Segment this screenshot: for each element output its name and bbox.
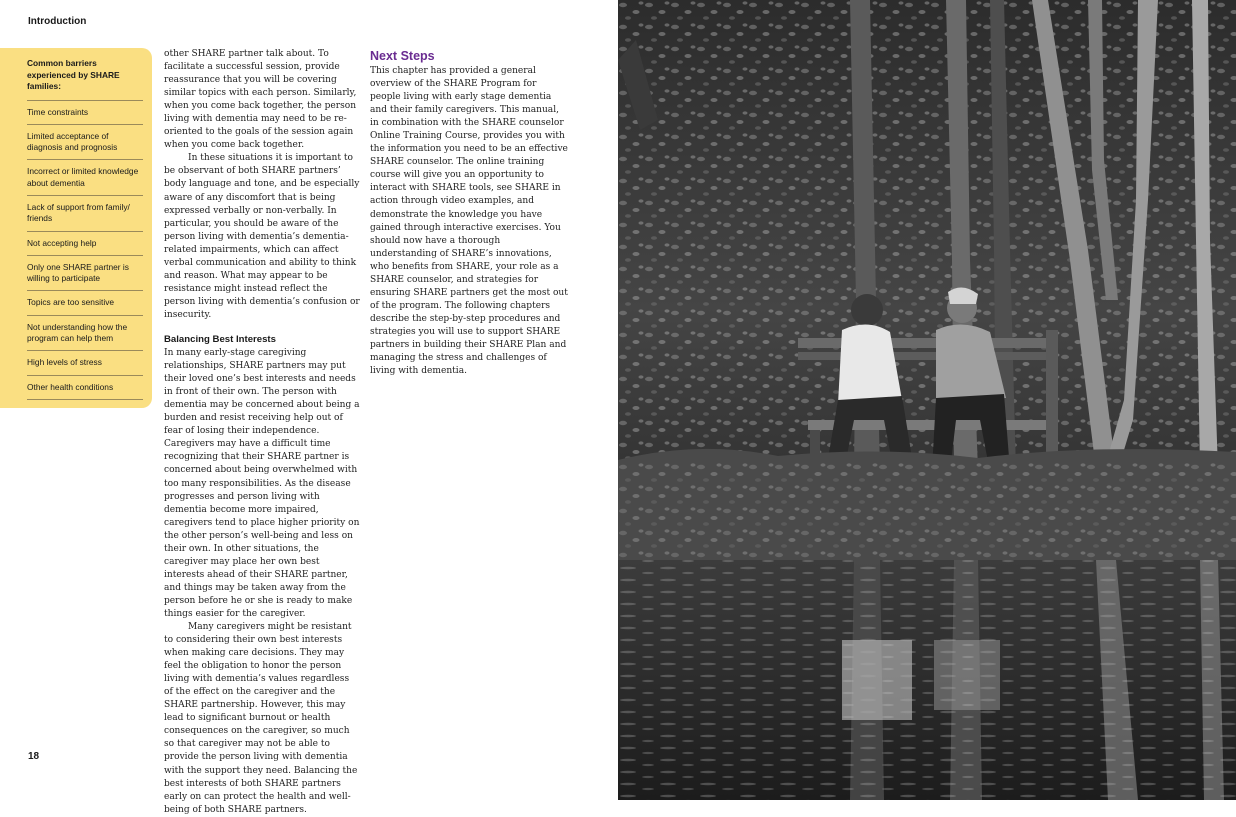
list-item: Incorrect or limited knowledge about dementia <box>27 160 143 196</box>
barriers-list <box>27 101 143 400</box>
text-column-2 <box>370 48 568 378</box>
list-item: Time constraints <box>27 101 143 125</box>
section-title: Introduction <box>28 16 87 27</box>
list-item: Lack of support from family/ friends <box>27 196 143 232</box>
left-page <box>0 0 618 815</box>
page-number: 18 <box>28 751 40 762</box>
subheading-balancing-best-interests: Balancing Best Interests <box>164 333 276 345</box>
paragraph: In many early-stage caregiving relationships, SHARE partners may put their loved one’s best interests and needs in front of their own. The person with dementia may be concerned about being a burden and resist receiving help out of fear of losing their independence. Caregivers may have a difficult time recognizing that their SHARE partner is concerned about being overwhelmed with too many responsibilities. As the disease progresses and person living with dementia become more impaired, caregivers tend to place higher priority on the other person’s well-being and less on their own. In other situations, the caregiver may place her own best interests ahead of their SHARE partner, and things may be taken away from the person before he or she is ready to make things easier for the caregiver. <box>164 348 360 619</box>
paragraph: Many caregivers might be resistant to considering their own best interests when making care decisions. They may feel the obligation to honor the person living with dementia’s values regardless of the effect on the caregiver and the SHARE partnership. However, this may lead to significant burnout or health consequences on the caregiver, so much so that caregiver may not be able to provide the person living with dementia with the support they need. Balancing the best interests of both SHARE partners early on can protect the health and well-being of both SHARE partners. <box>164 622 358 815</box>
photo-illustration <box>618 0 1236 800</box>
list-item: High levels of stress <box>27 351 143 375</box>
list-item: Topics are too sensitive <box>27 291 143 315</box>
text-column-1 <box>164 48 360 817</box>
next-steps-heading: Next Steps <box>370 49 435 63</box>
barriers-sidebar <box>0 48 152 408</box>
list-item: Limited acceptance of diagnosis and prognosis <box>27 125 143 161</box>
photo-couple-on-bench-by-pond <box>618 0 1236 800</box>
list-item: Not accepting help <box>27 232 143 256</box>
paragraph: other SHARE partner talk about. To facilitate a successful session, provide reassurance that you will be covering similar topics with each person. Similarly, when you come back together, the person living with dementia may need to be re-oriented to the goals of the session again when you come back together. <box>164 49 357 151</box>
paragraph: In these situations it is important to be observant of both SHARE partners’ body language and tone, and be especially aware of any discomfort that is being expressed verbally or non-verbally. In particular, you should be aware of the person living with dementia’s dementia-related impairments, which can affect verbal communication and ability to think and reason. What may appear to be resistance might instead reflect the person living with dementia’s confusion or insecurity. <box>164 153 360 320</box>
list-item: Not understanding how the program can help them <box>27 316 143 352</box>
list-item: Other health conditions <box>27 376 143 400</box>
paragraph: This chapter has provided a general overview of the SHARE Program for people living with early stage dementia and their family caregivers. This manual, in combination with the SHARE counselor Online Training Course, provides you with the information you need to be an effective SHARE counselor. The online training course will give you an opportunity to interact with SHARE tools, see SHARE in action through video examples, and demonstrate the knowledge you have gained through interactive exercises. You should now have a thorough understanding of SHARE’s innovations, who benefits from SHARE, your role as a SHARE counselor, and strategies for ensuring SHARE partners get the most out of the program. The following chapters describe the step-by-step procedures and strategies you will use to support SHARE partners in building their SHARE Plan and managing the stress and challenges of living with dementia. <box>370 66 568 377</box>
list-item: Only one SHARE partner is willing to participate <box>27 256 143 292</box>
sidebar-title: Common barriers experienced by SHARE families: <box>27 58 143 101</box>
